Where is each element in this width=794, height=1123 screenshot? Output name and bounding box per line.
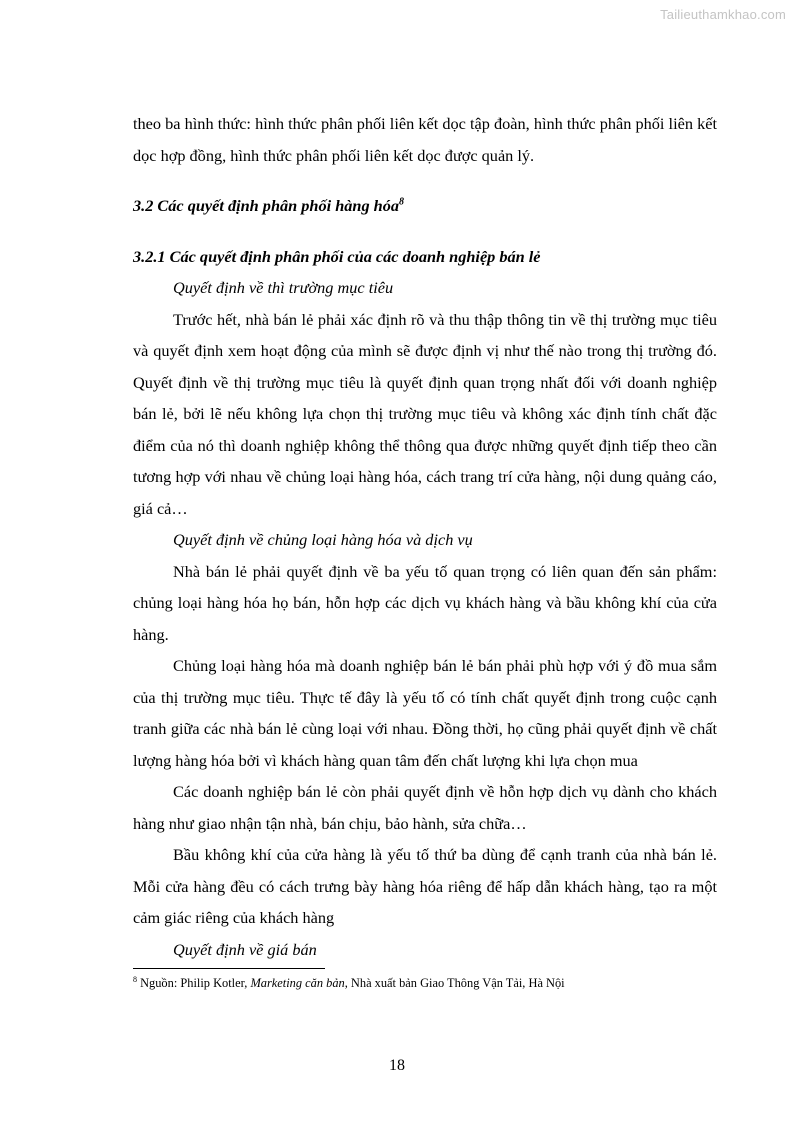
page-number: 18 xyxy=(389,1057,405,1074)
page-body xyxy=(133,108,717,965)
assortment-paragraph-2: Chủng loại hàng hóa mà doanh nghiệp bán lẻ bán phải phù hợp với ý đồ mua sắm của thị trường mục tiêu. Thực tế đây là yếu tố có tính chất quyết định trong cuộc cạnh tranh giữa các nhà bán lẻ cùng loại với nhau. Đồng thời, họ cũng phải quyết định về chất lượng hàng hóa bởi vì khách hàng quan tâm đến chất lượng khi lựa chọn mua xyxy=(133,656,717,770)
footnote-divider xyxy=(133,968,325,969)
footnote-reference[interactable]: 8 xyxy=(399,196,404,208)
footnote-book-title: Marketing căn bản xyxy=(250,976,345,990)
atmosphere-paragraph: Bầu không khí của cửa hàng là yếu tố thứ ba dùng để cạnh tranh của nhà bán lẻ. Mỗi cửa hàng đều có cách trưng bày hàng hóa riêng để hấp dẫn khách hàng, tạo ra một cảm giác riêng của khách hàng xyxy=(133,845,717,927)
intro-paragraph: theo ba hình thức: hình thức phân phối liên kết dọc tập đoàn, hình thức phân phối liên kết dọc hợp đồng, hình thức phân phối liên kết dọc được quản lý. xyxy=(133,114,717,165)
section-heading xyxy=(133,190,717,222)
assortment-paragraph-1: Nhà bán lẻ phải quyết định về ba yếu tố quan trọng có liên quan đến sản phẩm: chủng loại hàng hóa họ bán, hỗn hợp các dịch vụ khách hàng và bầu không khí của cửa hàng. xyxy=(133,561,717,644)
services-paragraph: Các doanh nghiệp bán lẻ còn phải quyết định về hỗn hợp dịch vụ dành cho khách hàng như giao nhận tận nhà, bán chịu, bảo hành, sửa chữa… xyxy=(133,782,717,833)
footnote-suffix: , Nhà xuất bản Giao Thông Vận Tải, Hà Nội xyxy=(344,976,565,990)
target-market-heading: Quyết định về thì trường mục tiêu xyxy=(173,278,394,297)
footnote-number: 8 xyxy=(133,974,137,984)
section-heading-text: 3.2 Các quyết định phân phối hàng hóa xyxy=(133,196,399,215)
assortment-heading: Quyết định về chủng loại hàng hóa và dịch vụ xyxy=(173,530,473,549)
footnote-prefix: Nguồn: Philip Kotler, xyxy=(137,976,251,990)
target-market-paragraph: Trước hết, nhà bán lẻ phải xác định rõ và thu thập thông tin về thị trường mục tiêu và quyết định xem hoạt động của mình sẽ được định vị như thế nào trong thị trường đó. Quyết định về thị trường mục tiêu là quyết định quan trọng nhất đối với doanh nghiệp bán lẻ, bởi lẽ nếu không lựa chọn thị trường mục tiêu và không xác định tính chất đặc điểm của nó thì doanh nghiệp không thể thông qua được những quyết định tiếp theo cần tương hợp với nhau về chủng loại hàng hóa, cách trang trí cửa hàng, nội dung quảng cáo, giá cả… xyxy=(133,309,717,518)
watermark-text: Tailieuthamkhao.com xyxy=(660,7,786,22)
subsection-heading: 3.2.1 Các quyết định phân phối của các doanh nghiệp bán lẻ xyxy=(133,246,541,266)
price-heading: Quyết định về giá bán xyxy=(173,939,317,959)
footnote xyxy=(133,975,717,992)
